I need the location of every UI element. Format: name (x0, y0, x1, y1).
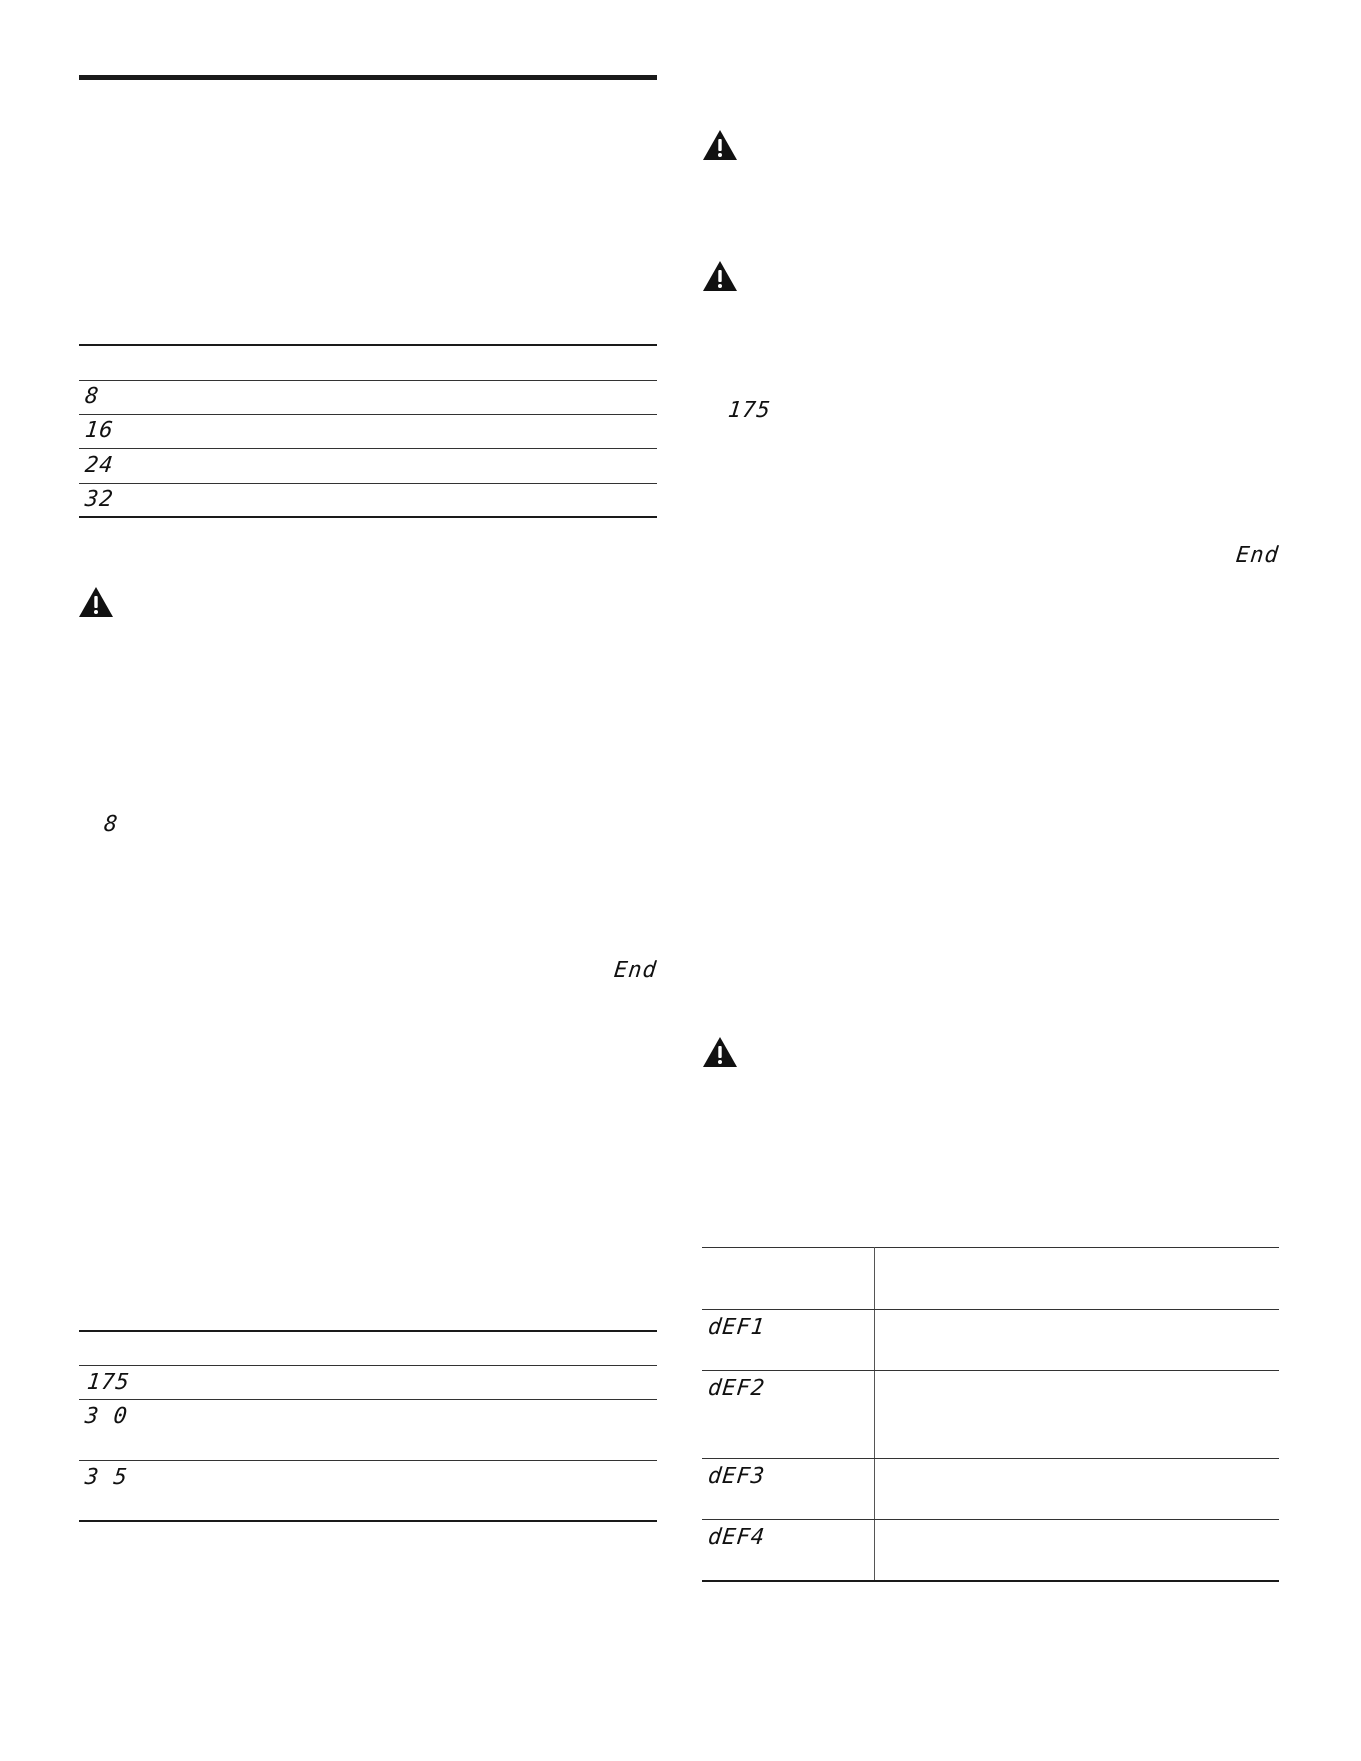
table-2-row-code: 175 (85, 1370, 132, 1395)
table-3-row-code: dEF2 (706, 1376, 767, 1401)
table-1 (79, 344, 657, 520)
table-1-header-rule (79, 380, 657, 381)
table-1-top-rule (79, 344, 657, 346)
table-row-divider (79, 1399, 657, 1400)
warning-triangle-icon (702, 1036, 738, 1068)
table-2 (79, 1330, 657, 1525)
table-row-divider (702, 1370, 1279, 1371)
table-row-divider (79, 483, 657, 484)
warning-triangle-icon (702, 129, 738, 161)
warning-triangle-icon (78, 586, 114, 618)
table-3-header-rule (702, 1309, 1279, 1310)
table-row-divider (79, 1460, 657, 1461)
table-1-row-code: 32 (83, 487, 115, 512)
warning-triangle-icon (702, 260, 738, 292)
display-code-8: 8 (102, 812, 120, 837)
table-row-divider (702, 1519, 1279, 1520)
display-code-end: End (612, 958, 659, 983)
table-3 (702, 1247, 1279, 1583)
display-code-175: 175 (726, 398, 773, 423)
table-row-divider (702, 1458, 1279, 1459)
table-3-column-divider (874, 1247, 875, 1581)
table-2-row-code: 3 5 (83, 1465, 130, 1490)
table-1-row-code: 24 (83, 453, 115, 478)
table-2-top-rule (79, 1330, 657, 1332)
table-1-bottom-rule (79, 516, 657, 518)
table-3-top-rule (702, 1247, 1279, 1248)
table-row-divider (79, 448, 657, 449)
table-3-row-code: dEF4 (706, 1525, 767, 1550)
table-1-row-code: 16 (83, 418, 115, 443)
table-3-row-code: dEF3 (706, 1464, 767, 1489)
section-top-rule (79, 75, 657, 80)
table-2-row-code: 3 0 (83, 1404, 130, 1429)
table-3-bottom-rule (702, 1580, 1279, 1582)
table-2-bottom-rule (79, 1520, 657, 1522)
display-code-end: End (1234, 543, 1281, 568)
table-1-row-code: 8 (83, 384, 101, 409)
table-3-row-code: dEF1 (706, 1315, 767, 1340)
table-row-divider (79, 414, 657, 415)
table-2-header-rule (79, 1365, 657, 1366)
